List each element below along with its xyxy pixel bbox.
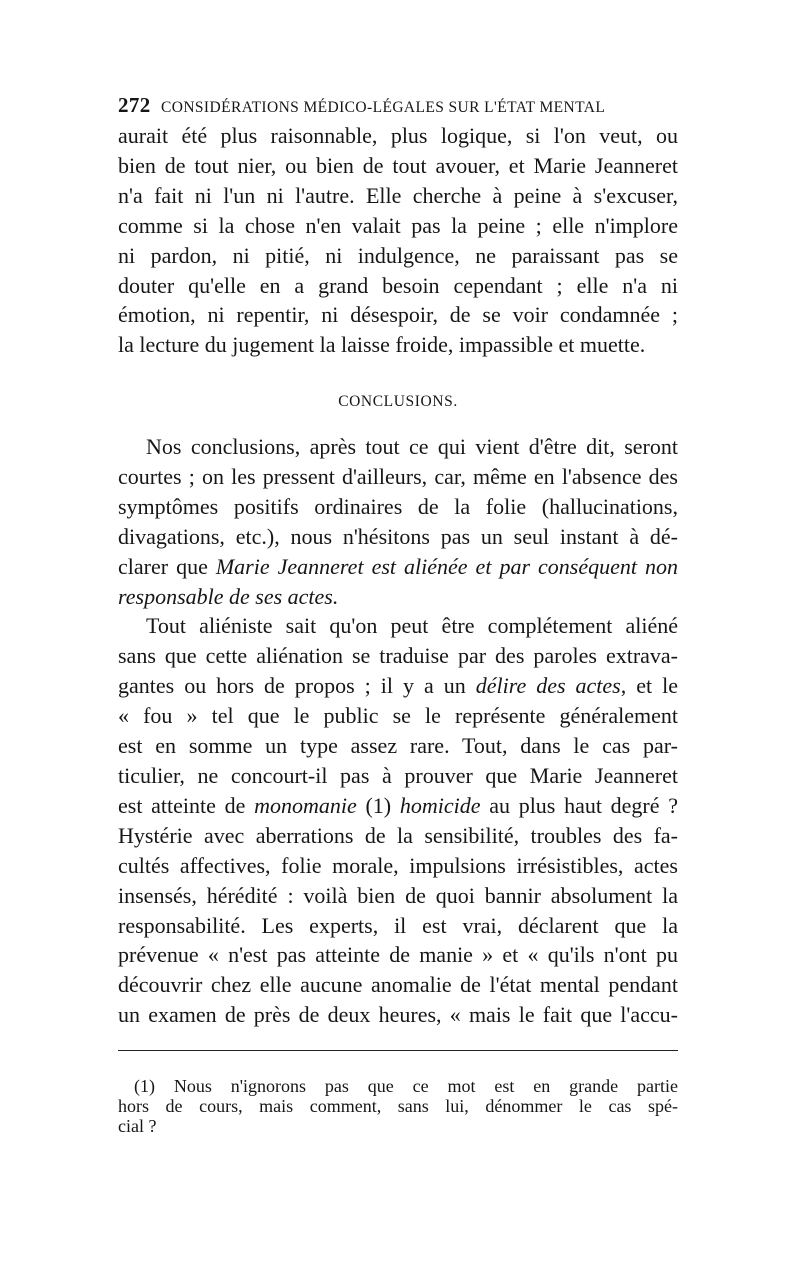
main-text <box>118 432 678 1030</box>
text-line: douter qu'elle en a grand besoin cependant ; elle n'a ni <box>118 272 678 298</box>
footnote-line: (1) Nous n'ignorons pas que ce mot est en grande partie <box>134 1076 678 1096</box>
text-line: ni pardon, ni pitié, ni indulgence, ne paraissant pas se <box>118 242 678 268</box>
text-line <box>118 552 678 582</box>
footnote <box>118 1076 678 1136</box>
text-line: symptômes positifs ordinaires de la folie (hallucinations, <box>118 493 678 519</box>
running-header <box>118 93 678 118</box>
text-line: Hystérie avec aberrations de la sensibilité, troubles des fa- <box>118 822 678 848</box>
text-line <box>118 582 678 612</box>
text-line: sans que cette aliénation se traduise par des paroles extrava- <box>118 643 678 669</box>
text-fragment: , et le <box>620 673 678 699</box>
text-line: Tout aliéniste sait qu'on peut être complétement aliéné <box>146 613 678 639</box>
paragraph-1 <box>118 121 678 360</box>
text-line: n'a fait ni l'un ni l'autre. Elle cherche à peine à s'excuser, <box>118 182 678 208</box>
text-line: comme si la chose n'en valait pas la peine ; elle n'implore <box>118 212 678 238</box>
footnote-line: cial ? <box>118 1116 157 1136</box>
footnote-reference: (1) <box>356 792 400 818</box>
text-line: la lecture du jugement la laisse froide, impassible et muette. <box>118 332 646 358</box>
text-line: aurait été plus raisonnable, plus logique, si l'on veut, ou <box>118 123 678 148</box>
text-line: cultés affectives, folie morale, impulsions irrésistibles, actes <box>118 852 678 878</box>
text-fragment: au plus haut degré ? <box>480 792 679 818</box>
text-fragment: est atteinte de <box>118 792 255 818</box>
page-number: 272 <box>118 93 151 117</box>
text-line: émotion, ni repentir, ni désespoir, de se voir condamnée ; <box>118 302 678 328</box>
text-line: Nos conclusions, après tout ce qui vient d'être dit, seront <box>146 434 678 459</box>
text-line: est en somme un type assez rare. Tout, dans le cas par- <box>118 733 678 759</box>
italic-phrase: monomanie <box>254 792 357 818</box>
text-line: courtes ; on les pressent d'ailleurs, car, même en l'absence des <box>118 463 678 489</box>
text-line <box>118 671 678 701</box>
italic-conclusion-end: responsable de ses actes. <box>118 583 339 609</box>
italic-phrase: délire des actes <box>475 673 621 699</box>
text-line: insensés, hérédité : voilà bien de quoi bannir absolument la <box>118 882 678 908</box>
italic-conclusion: Marie Jeanneret est aliénée et par conséquent non <box>215 553 679 579</box>
text-line: responsabilité. Les experts, il est vrai, déclarent que la <box>118 912 678 938</box>
text-line <box>118 791 678 821</box>
text-line: prévenue « n'est pas atteinte de manie » et « qu'ils n'ont pu <box>118 942 678 968</box>
text-line: « fou » tel que le public se le représente généralement <box>118 703 678 729</box>
text-line: bien de tout nier, ou bien de tout avouer, et Marie Jeanneret <box>118 152 678 178</box>
text-fragment: gantes ou hors de propos ; il y a un <box>118 673 476 699</box>
text-line: divagations, etc.), nous n'hésitons pas un seul instant à dé- <box>118 523 678 549</box>
text-line: découvrir chez elle aucune anomalie de l'état mental pendant <box>118 972 678 998</box>
text-fragment: clarer que <box>118 553 216 579</box>
section-title: CONCLUSIONS. <box>338 393 458 410</box>
running-title: CONSIDÉRATIONS MÉDICO-LÉGALES SUR L'ÉTAT MENTAL <box>160 99 606 116</box>
text-line: un examen de près de deux heures, « mais le fait que l'accu- <box>118 1002 678 1028</box>
footnote-line: hors de cours, mais comment, sans lui, dénommer le cas spé- <box>118 1096 678 1116</box>
footnote-divider <box>118 1050 678 1051</box>
italic-phrase: homicide <box>399 792 481 818</box>
text-line: ticulier, ne concourt-il pas à prouver que Marie Jeanneret <box>118 762 678 788</box>
